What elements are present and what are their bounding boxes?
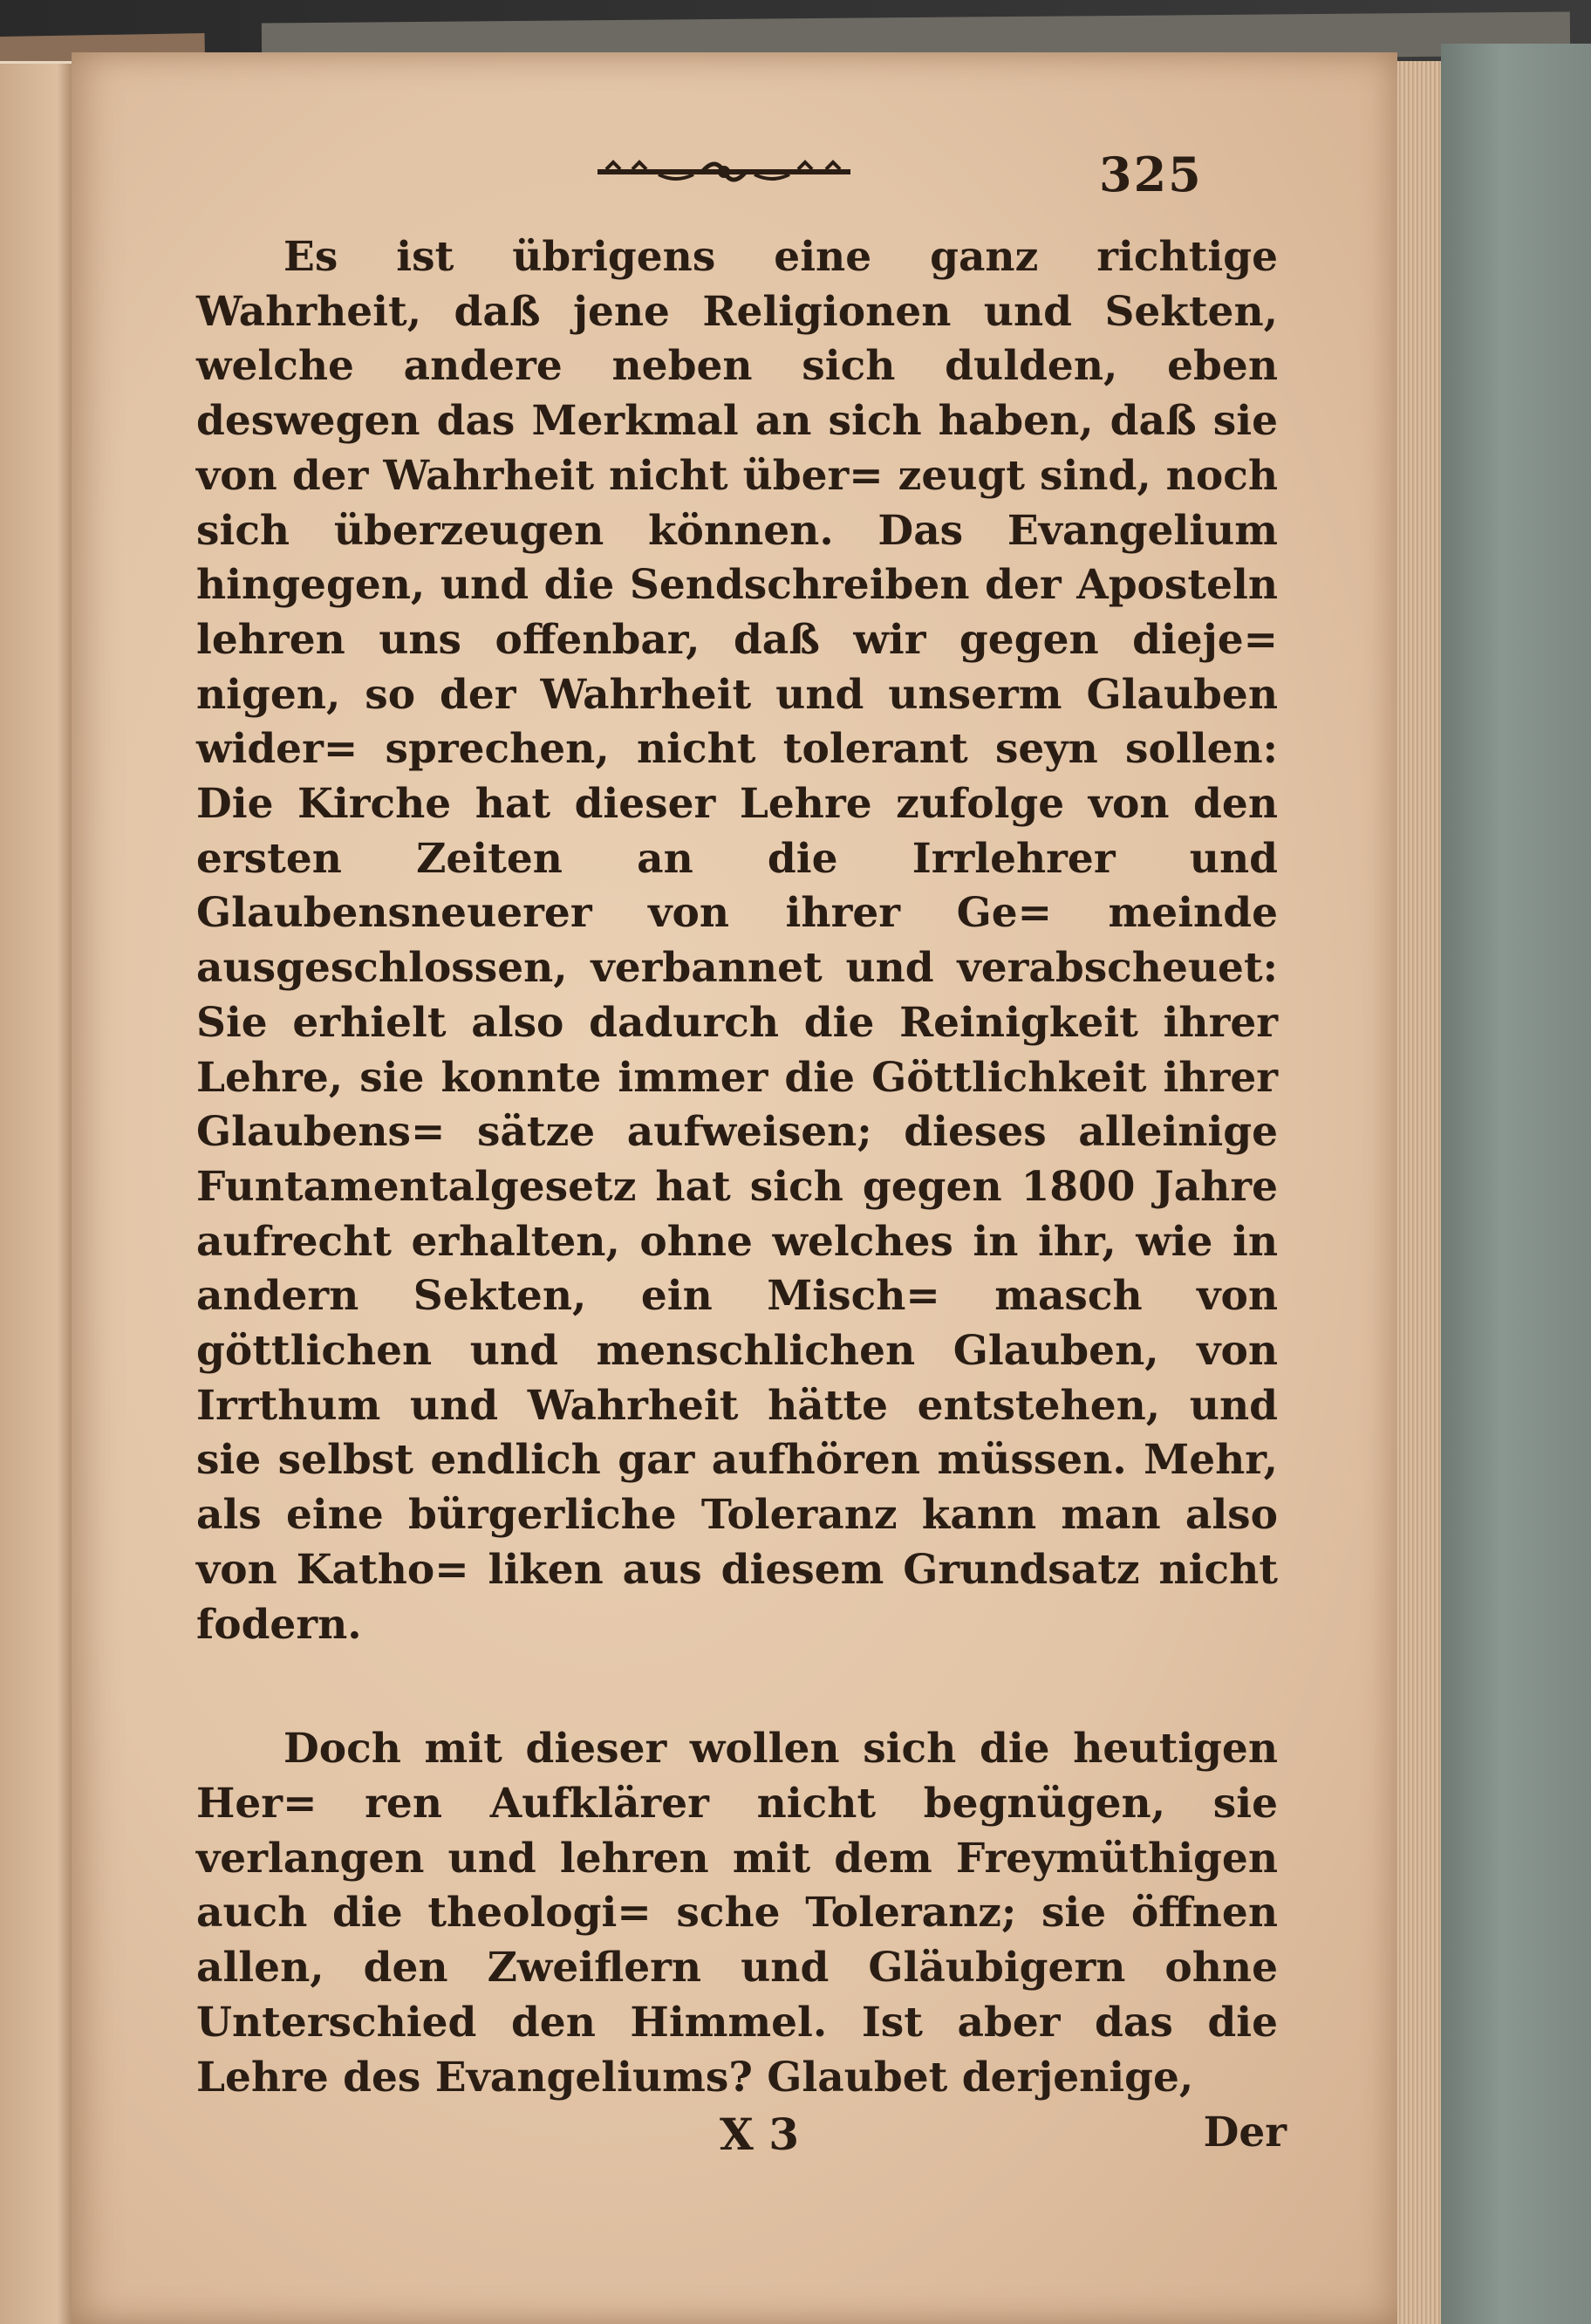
catchword: Der [1203,2109,1287,2157]
page-content [196,140,1287,2170]
paragraph-1: Es ist übrigens eine ganz richtige Wahrheit, daß jene Religionen und Sekten, welche andere neben sich dulden, eben deswegen das Merkmal an sich haben, daß sie von der Wahrheit nicht über= zeugt sind, noch sich überzeugen können. Das Evangelium hingegen, und die Sendschreiben der Aposteln lehren uns offenbar, daß wir gegen dieje= nigen, so der Wahrheit und unserm Glauben wider= sprechen, nicht tolerant seyn sollen: Die Kirche hat dieser Lehre zufolge von den ersten Zeiten an die Irrlehrer und Glaubensneuerer von ihrer Ge= meinde ausgeschlossen, verbannet und verabscheuet: Sie erhielt also dadurch die Reinigkeit ihrer Lehre, sie konnte immer die Göttlichkeit ihrer Glaubens= sätze aufweisen; dieses alleinige Funtamentalgesetz hat sich gegen 1800 Jahre aufrecht erhalten, ohne welches in ihr, wie in andern Sekten, ein Misch= masch von göttlichen und menschlichen Glauben, von Irrthum und Wahrheit hätte entstehen, und sie selbst endlich gar aufhören müssen. Mehr, als eine bürgerliche Toleranz kann man also von Katho= liken aus diesem Grundsatz nicht fodern. [196,233,1278,1649]
paragraph-2: Doch mit dieser wollen sich die heutigen Her= ren Aufklärer nicht begnügen, sie verlangen und lehren mit dem Freymüthigen auch die theologi= sche Toleranz; sie öffnen allen, den Zweiflern und Gläubigern ohne Unterschied den Himmel. Ist aber das die Lehre des Evangeliums? Glaubet derjenige, [196,1725,1278,2102]
decorative-rule-icon [597,155,850,187]
page-footer [196,2109,1287,2170]
page-number: 325 [1099,147,1203,202]
running-header [196,140,1278,209]
facing-page-edge [0,61,72,2324]
signature-mark: X 3 [720,2109,799,2161]
book-cover-right [1441,44,1591,2324]
